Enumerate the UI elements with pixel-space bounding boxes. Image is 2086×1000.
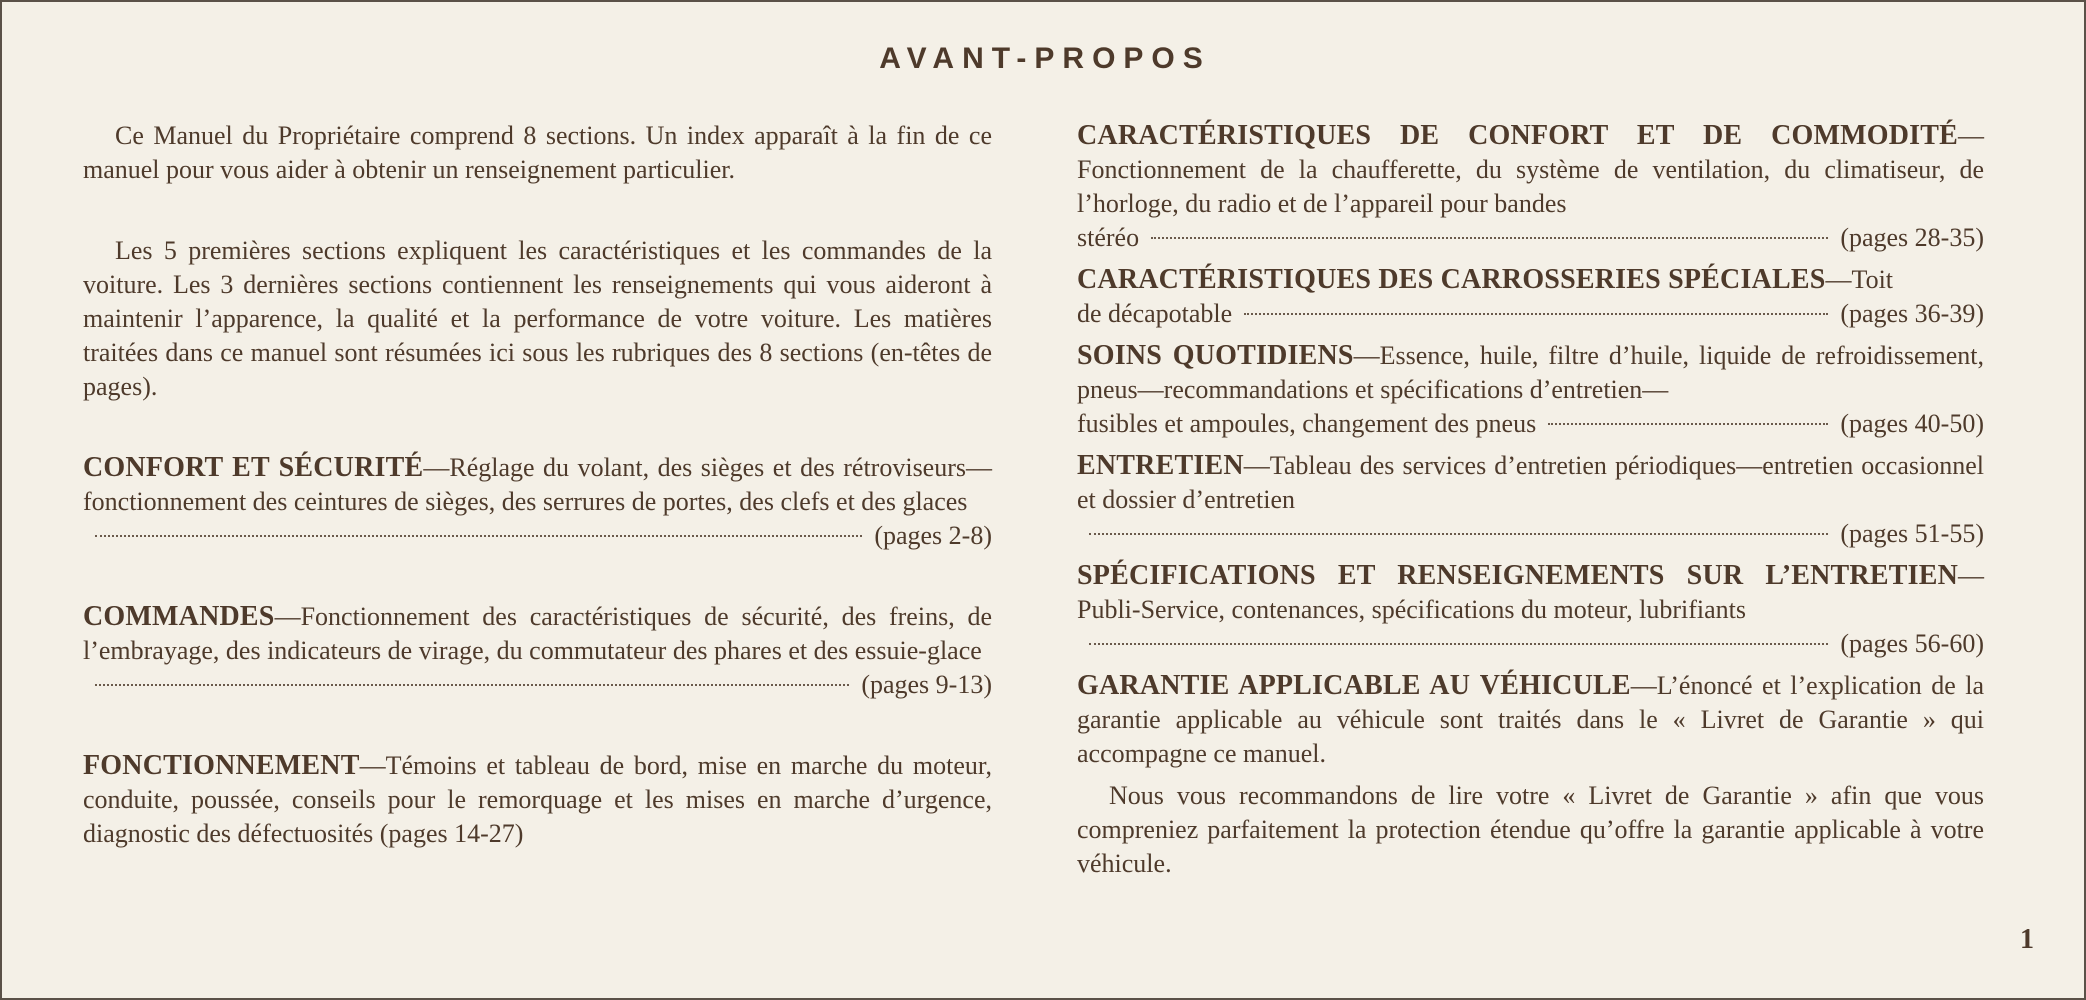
section-title: COMMANDES [83,601,275,632]
page-number: 1 [2020,924,2034,955]
section-pages: (pages 9-13) [861,670,992,699]
section-pages: (pages 56-60) [1840,629,1984,658]
section-carrosseries-speciales [1077,263,1984,331]
dot-leader [1089,643,1828,645]
section-title: FONCTIONNEMENT [83,750,360,781]
left-column [83,119,992,851]
section-title: CARACTÉRISTIQUES DES CARROSSERIES SPÉCIALES [1077,264,1826,295]
dot-leader [1548,423,1828,425]
section-pages: (pages 28-35) [1840,223,1984,252]
closing-paragraph: Nous vous recommandons de lire votre « Livret de Garantie » afin que vous compreniez parfaitement la protection étendue qu’offre la garantie applicable à votre véhicule. [1077,781,1984,878]
section-pages: (pages 40-50) [1840,409,1984,438]
section-title: SPÉCIFICATIONS ET RENSEIGNEMENTS SUR L’ENTRETIEN [1077,560,1958,591]
section-title: GARANTIE APPLICABLE AU VÉHICULE [1077,670,1631,701]
intro-paragraph-1: Ce Manuel du Propriétaire comprend 8 sections. Un index apparaît à la fin de ce manuel pour vous aider à obtenir un renseignement particulier. [83,121,992,184]
section-title: ENTRETIEN [1077,450,1244,481]
section-text: —Tableau des services d’entretien périodiques—entretien occasionnel et dossier d’entretien [1077,451,1984,514]
section-confort-commodite [1077,119,1984,255]
section-text: —Fonctionnement de la chaufferette, du système de ventilation, du climatiseur, de l’horloge, du radio et de l’appareil pour bandes [1077,121,1984,218]
section-text: —Toit [1825,265,1894,294]
section-text-last: stéréo [1077,223,1140,252]
dot-leader [95,684,849,686]
dot-leader [1244,313,1828,315]
section-fonctionnement [83,749,992,851]
section-text: —Témoins et tableau de bord, mise en marche du moteur, conduite, poussée, conseils pour le remorquage et les mises en marche d’urgence, diagnostic des défectuosités (pages 14-27) [83,751,992,848]
section-title: CARACTÉRISTIQUES DE CONFORT ET DE COMMODITÉ [1077,120,1958,151]
page-heading: AVANT-PROPOS [879,42,1211,75]
section-text: —Essence, huile, filtre d’huile, liquide de refroidissement, pneus—recommandations et spécifications d’entretien— [1077,341,1984,404]
section-text: —Publi-Service, contenances, spécifications du moteur, lubrifiants [1077,561,1984,624]
section-commandes [83,600,992,702]
section-title: SOINS QUOTIDIENS [1077,340,1354,371]
section-garantie [1077,669,1984,771]
right-column [1077,119,1984,881]
dot-leader [1089,533,1828,535]
section-pages: (pages 2-8) [874,521,992,550]
section-text: —Réglage du volant, des sièges et des rétroviseurs—fonctionnement des ceintures de sièges, des serrures de portes, des clefs et des glaces [83,453,992,516]
intro-paragraph-2: Les 5 premières sections expliquent les caractéristiques et les commandes de la voiture. Les 3 dernières sections contiennent les renseignements qui vous aideront à maintenir l’apparence, la qualité et la performance de votre voiture. Les matières traitées dans ce manuel sont résumées ici sous les rubriques des 8 sections (en-têtes de pages). [83,236,992,401]
dot-leader [1151,237,1828,239]
section-text: —L’énoncé et l’explication de la garantie applicable au véhicule sont traités dans le « Livret de Garantie » qui accompagne ce manuel. [1077,671,1984,768]
section-text: —Fonctionnement des caractéristiques de sécurité, des freins, de l’embrayage, des indicateurs de virage, du commutateur des phares et des essuie-glace [83,602,992,665]
section-pages: (pages 51-55) [1840,519,1984,548]
section-pages: (pages 36-39) [1840,299,1984,328]
section-specifications [1077,559,1984,661]
section-entretien [1077,449,1984,551]
section-title: CONFORT ET SÉCURITÉ [83,452,424,483]
dot-leader [95,535,862,537]
section-text-last: fusibles et ampoules, changement des pneus [1077,409,1537,438]
section-confort-securite [83,451,992,553]
section-text-last: de décapotable [1077,299,1233,328]
section-soins-quotidiens [1077,339,1984,441]
